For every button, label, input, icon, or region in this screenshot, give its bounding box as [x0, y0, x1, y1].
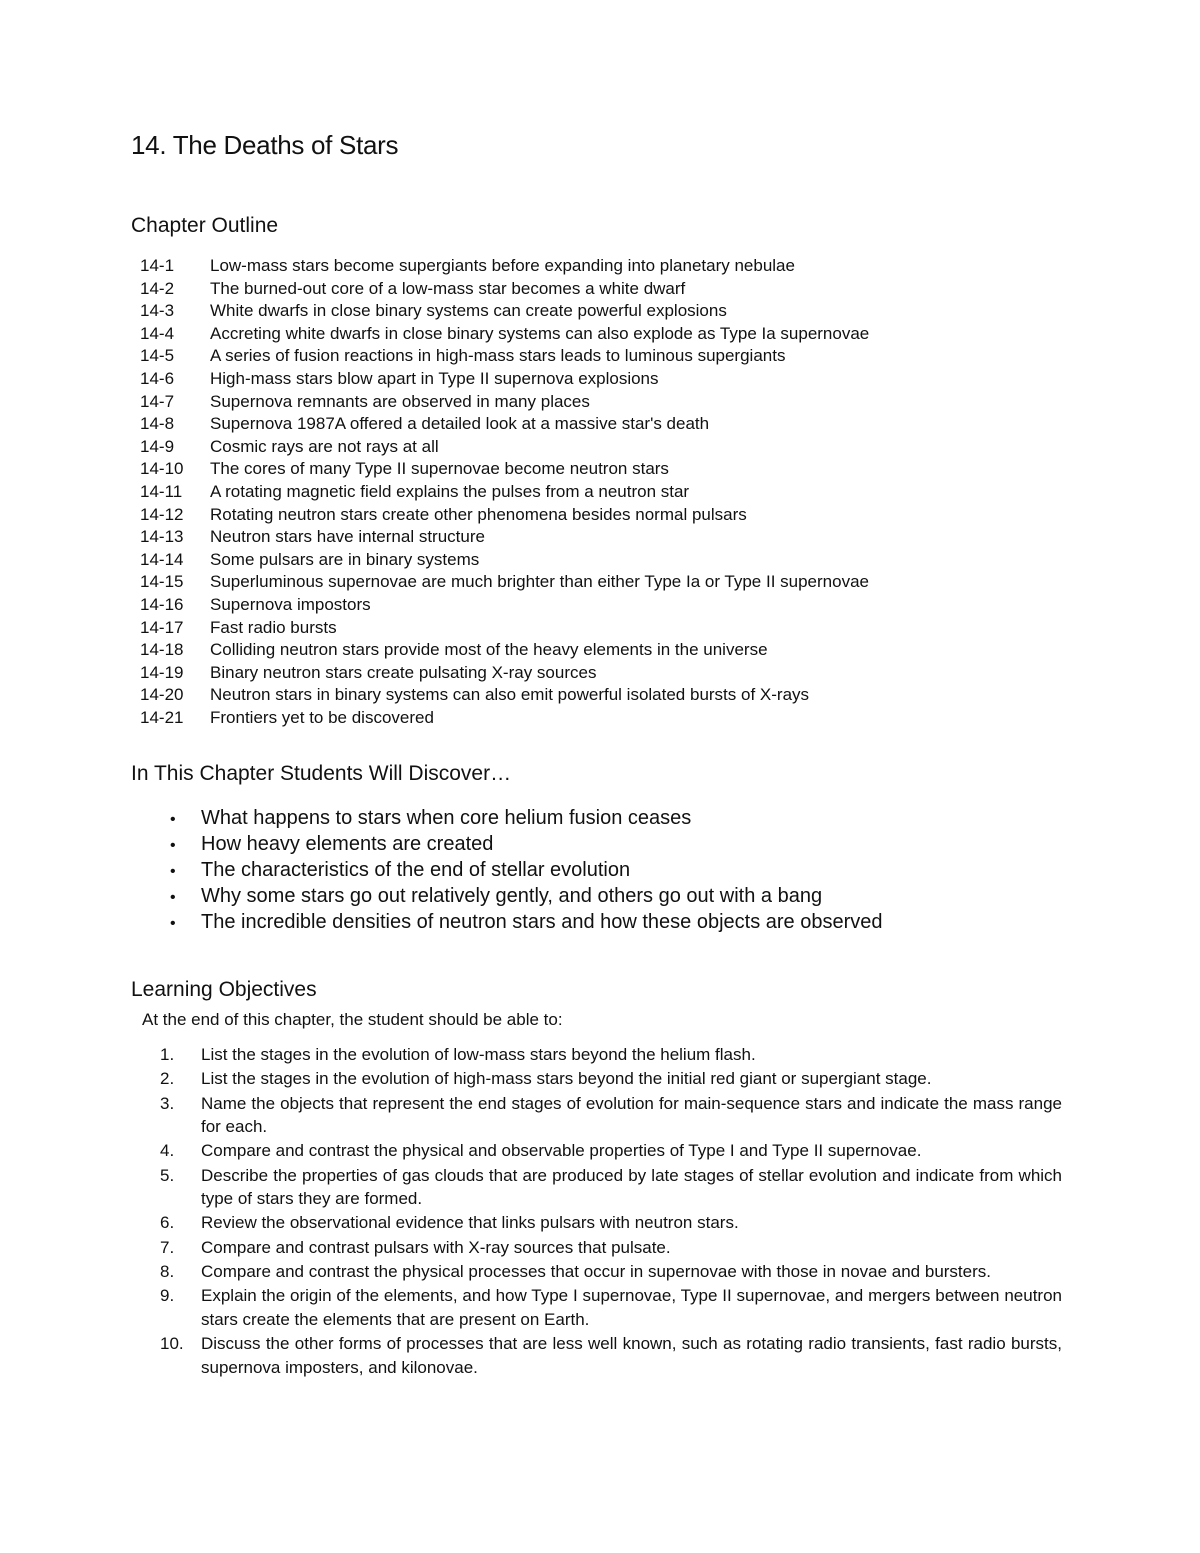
- outline-item-number: 14-15: [140, 572, 184, 592]
- objective-number: 2.: [160, 1069, 175, 1089]
- outline-item: [140, 481, 869, 504]
- outline-item-text: Binary neutron stars create pulsating X-ray sources: [210, 662, 597, 682]
- outline-item: [140, 413, 869, 436]
- outline-item: [140, 345, 869, 368]
- outline-item-text: Frontiers yet to be discovered: [210, 707, 434, 727]
- chapter-outline-list: [140, 255, 869, 729]
- outline-item-text: The burned-out core of a low-mass star becomes a white dwarf: [210, 278, 686, 298]
- outline-item-text: The cores of many Type II supernovae become neutron stars: [210, 459, 669, 479]
- outline-item: [140, 278, 869, 301]
- outline-item: [140, 300, 869, 323]
- outline-item-number: 14-6: [140, 368, 175, 388]
- bullet-icon: •: [170, 863, 176, 880]
- outline-item-text: Supernova remnants are observed in many places: [210, 391, 590, 411]
- discover-item: [170, 883, 883, 909]
- objective-text: Review the observational evidence that links pulsars with neutron stars.: [201, 1213, 739, 1233]
- outline-item-text: A series of fusion reactions in high-mass stars leads to luminous supergiants: [210, 346, 786, 366]
- chapter-outline-heading: Chapter Outline: [131, 214, 279, 237]
- outline-item-number: 14-17: [140, 617, 184, 637]
- objective-number: 9.: [160, 1286, 175, 1306]
- outline-item: [140, 368, 869, 391]
- outline-item-text: White dwarfs in close binary systems can create powerful explosions: [210, 301, 727, 321]
- discover-heading: In This Chapter Students Will Discover…: [131, 762, 512, 785]
- outline-item-text: Neutron stars in binary systems can also emit powerful isolated bursts of X-rays: [210, 685, 810, 705]
- bullet-icon: •: [170, 811, 176, 828]
- objective-text: Discuss the other forms of processes that are less well known, such as rotating radio transients, fast radio bursts, supernova imposters, and kilonovae.: [201, 1334, 1062, 1377]
- objective-number: 1.: [160, 1045, 175, 1064]
- objective-item: [160, 1236, 1062, 1260]
- discover-list: [170, 805, 883, 935]
- outline-item: [140, 684, 869, 707]
- bullet-icon: •: [170, 889, 176, 906]
- outline-item-number: 14-10: [140, 459, 184, 479]
- objective-text: Compare and contrast pulsars with X-ray sources that pulsate.: [201, 1237, 671, 1257]
- outline-item-text: Neutron stars have internal structure: [210, 527, 485, 547]
- objective-text: List the stages in the evolution of high-mass stars beyond the initial red giant or supergiant stage.: [201, 1069, 932, 1089]
- outline-item-number: 14-11: [140, 481, 183, 501]
- outline-item-text: Supernova 1987A offered a detailed look at a massive star's death: [210, 414, 710, 434]
- outline-item: [140, 526, 869, 549]
- discover-item-text: The characteristics of the end of stellar evolution: [201, 859, 631, 881]
- objective-number: 7.: [160, 1237, 175, 1257]
- discover-item: [170, 909, 883, 935]
- objective-text: Compare and contrast the physical processes that occur in supernovae with those in novae and bursters.: [201, 1262, 991, 1282]
- discover-item-text: The incredible densities of neutron stars and how these objects are observed: [201, 911, 883, 933]
- objective-item: [160, 1332, 1062, 1379]
- outline-item-text: A rotating magnetic field explains the pulses from a neutron star: [210, 481, 690, 501]
- outline-item-number: 14-16: [140, 594, 184, 614]
- learning-objectives-heading: Learning Objectives: [131, 978, 317, 1001]
- objective-item: [160, 1139, 1062, 1163]
- objective-item: [160, 1043, 1062, 1067]
- objective-text: Compare and contrast the physical and observable properties of Type I and Type II supernovae.: [201, 1141, 922, 1161]
- outline-item-number: 14-8: [140, 414, 175, 434]
- outline-item: [140, 436, 869, 459]
- outline-item-number: 14-1: [140, 256, 175, 275]
- outline-item: [140, 255, 869, 278]
- outline-item-number: 14-21: [140, 707, 184, 727]
- objectives-intro: At the end of this chapter, the student should be able to:: [142, 1010, 563, 1029]
- bullet-icon: •: [170, 915, 176, 932]
- outline-item-number: 14-13: [140, 527, 184, 547]
- discover-item: [170, 831, 883, 857]
- outline-item: [140, 504, 869, 527]
- outline-item: [140, 571, 869, 594]
- outline-item-number: 14-2: [140, 278, 175, 298]
- outline-item-number: 14-3: [140, 301, 175, 321]
- discover-item: [170, 857, 883, 883]
- outline-item-text: Rotating neutron stars create other phenomena besides normal pulsars: [210, 504, 747, 524]
- objective-item: [160, 1067, 1062, 1091]
- objective-number: 6.: [160, 1213, 175, 1233]
- outline-item-text: Some pulsars are in binary systems: [210, 549, 480, 569]
- outline-item-number: 14-12: [140, 504, 184, 524]
- objective-item: [160, 1284, 1062, 1331]
- outline-item-number: 14-18: [140, 640, 184, 660]
- outline-item: [140, 549, 869, 572]
- objective-text: Describe the properties of gas clouds that are produced by late stages of stellar evolution and indicate from which type of stars they are formed.: [201, 1165, 1062, 1209]
- bullet-icon: •: [170, 837, 176, 854]
- outline-item-number: 14-14: [140, 549, 184, 569]
- outline-item: [140, 458, 869, 481]
- outline-item: [140, 594, 869, 617]
- objective-number: 3.: [160, 1093, 175, 1113]
- objective-number: 4.: [160, 1141, 175, 1161]
- outline-item-number: 14-5: [140, 346, 175, 366]
- outline-item-text: Accreting white dwarfs in close binary systems can also explode as Type Ia supernovae: [210, 323, 870, 343]
- outline-item: [140, 617, 869, 640]
- objective-item: [160, 1260, 1062, 1284]
- objective-item: [160, 1164, 1062, 1211]
- outline-item-text: Colliding neutron stars provide most of the heavy elements in the universe: [210, 640, 768, 660]
- outline-item-text: Supernova impostors: [210, 594, 371, 614]
- outline-item: [140, 707, 869, 730]
- page-title: 14. The Deaths of Stars: [131, 130, 399, 160]
- objective-number: 10.: [160, 1334, 184, 1354]
- discover-item-text: How heavy elements are created: [201, 833, 494, 855]
- outline-item-number: 14-20: [140, 685, 184, 705]
- objective-item: [160, 1092, 1062, 1139]
- outline-item: [140, 323, 869, 346]
- objective-number: 5.: [160, 1165, 175, 1185]
- objective-text: Name the objects that represent the end stages of evolution for main-sequence stars and indicate the mass range for each.: [201, 1093, 1062, 1137]
- outline-item: [140, 639, 869, 662]
- discover-item: [170, 805, 883, 831]
- outline-item: [140, 391, 869, 414]
- objective-number: 8.: [160, 1262, 175, 1282]
- discover-item-text: What happens to stars when core helium fusion ceases: [201, 807, 692, 829]
- learning-objectives-list: [160, 1043, 1062, 1380]
- outline-item-text: Superluminous supernovae are much brighter than either Type Ia or Type II supernovae: [210, 572, 869, 592]
- outline-item-number: 14-19: [140, 662, 184, 682]
- objective-text: List the stages in the evolution of low-mass stars beyond the helium flash.: [201, 1045, 756, 1064]
- outline-item-text: High-mass stars blow apart in Type II supernova explosions: [210, 368, 659, 388]
- outline-item: [140, 662, 869, 685]
- outline-item-text: Low-mass stars become supergiants before expanding into planetary nebulae: [210, 256, 795, 275]
- outline-item-number: 14-9: [140, 436, 175, 456]
- objective-text: Explain the origin of the elements, and how Type I supernovae, Type II supernovae, and mergers between neutron stars create the elements that are present on Earth.: [201, 1286, 1062, 1329]
- objective-item: [160, 1211, 1062, 1235]
- outline-item-number: 14-4: [140, 323, 175, 343]
- discover-item-text: Why some stars go out relatively gently, and others go out with a bang: [201, 885, 823, 907]
- outline-item-text: Fast radio bursts: [210, 617, 337, 637]
- outline-item-number: 14-7: [140, 391, 175, 411]
- outline-item-text: Cosmic rays are not rays at all: [210, 436, 439, 456]
